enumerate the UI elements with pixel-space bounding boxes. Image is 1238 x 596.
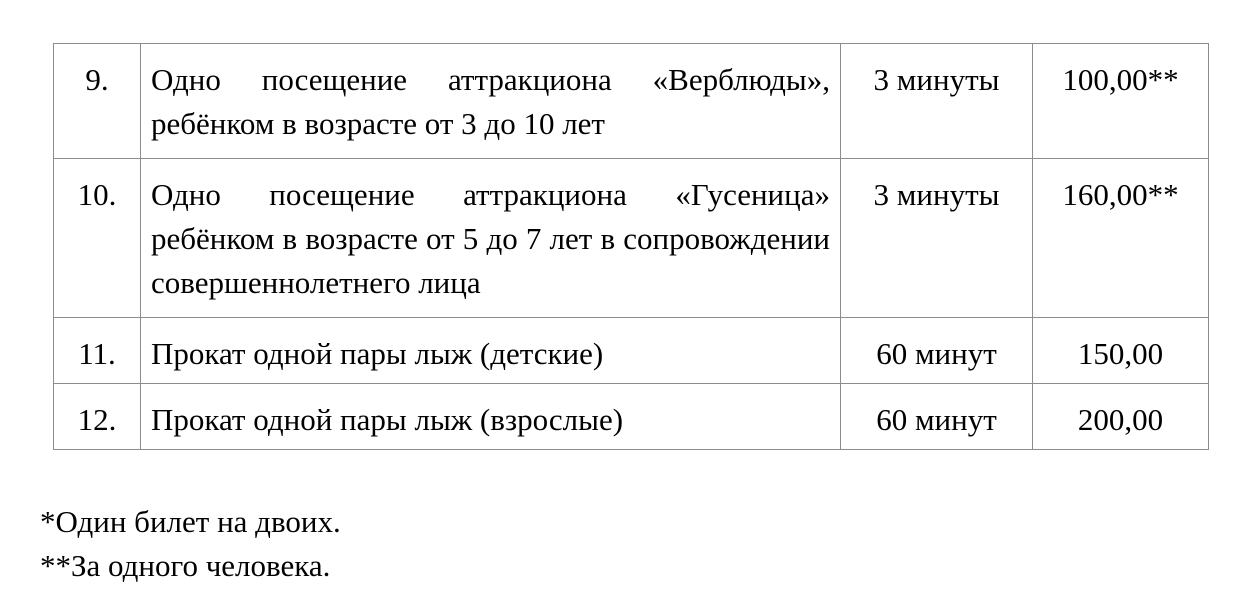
service-price: 150,00 xyxy=(1033,318,1209,384)
row-number: 9. xyxy=(54,44,141,159)
table-row xyxy=(54,318,1209,384)
footnote-per-person: **За одного человека. xyxy=(40,548,331,583)
service-duration: 60 минут xyxy=(841,318,1033,384)
service-description: Одно посещение аттракциона «Гусеница» ребёнком в возрасте от 5 до 7 лет в сопровождении совершеннолетнего лица xyxy=(141,159,841,318)
service-duration: 3 минуты xyxy=(841,44,1033,159)
service-description: Прокат одной пары лыж (детские) xyxy=(141,318,841,384)
price-table xyxy=(53,43,1209,450)
service-duration: 60 минут xyxy=(841,384,1033,450)
service-description: Одно посещение аттракциона «Верблюды», ребёнком в возрасте от 3 до 10 лет xyxy=(141,44,841,159)
row-number: 12. xyxy=(54,384,141,450)
footnotes xyxy=(40,500,341,588)
row-number: 11. xyxy=(54,318,141,384)
service-price: 100,00** xyxy=(1033,44,1209,159)
row-number: 10. xyxy=(54,159,141,318)
table-row xyxy=(54,44,1209,159)
footnote-one-ticket-for-two: *Один билет на двоих. xyxy=(40,504,341,539)
service-description: Прокат одной пары лыж (взрослые) xyxy=(141,384,841,450)
service-price: 200,00 xyxy=(1033,384,1209,450)
table-row xyxy=(54,384,1209,450)
table-row xyxy=(54,159,1209,318)
service-price: 160,00** xyxy=(1033,159,1209,318)
service-duration: 3 минуты xyxy=(841,159,1033,318)
